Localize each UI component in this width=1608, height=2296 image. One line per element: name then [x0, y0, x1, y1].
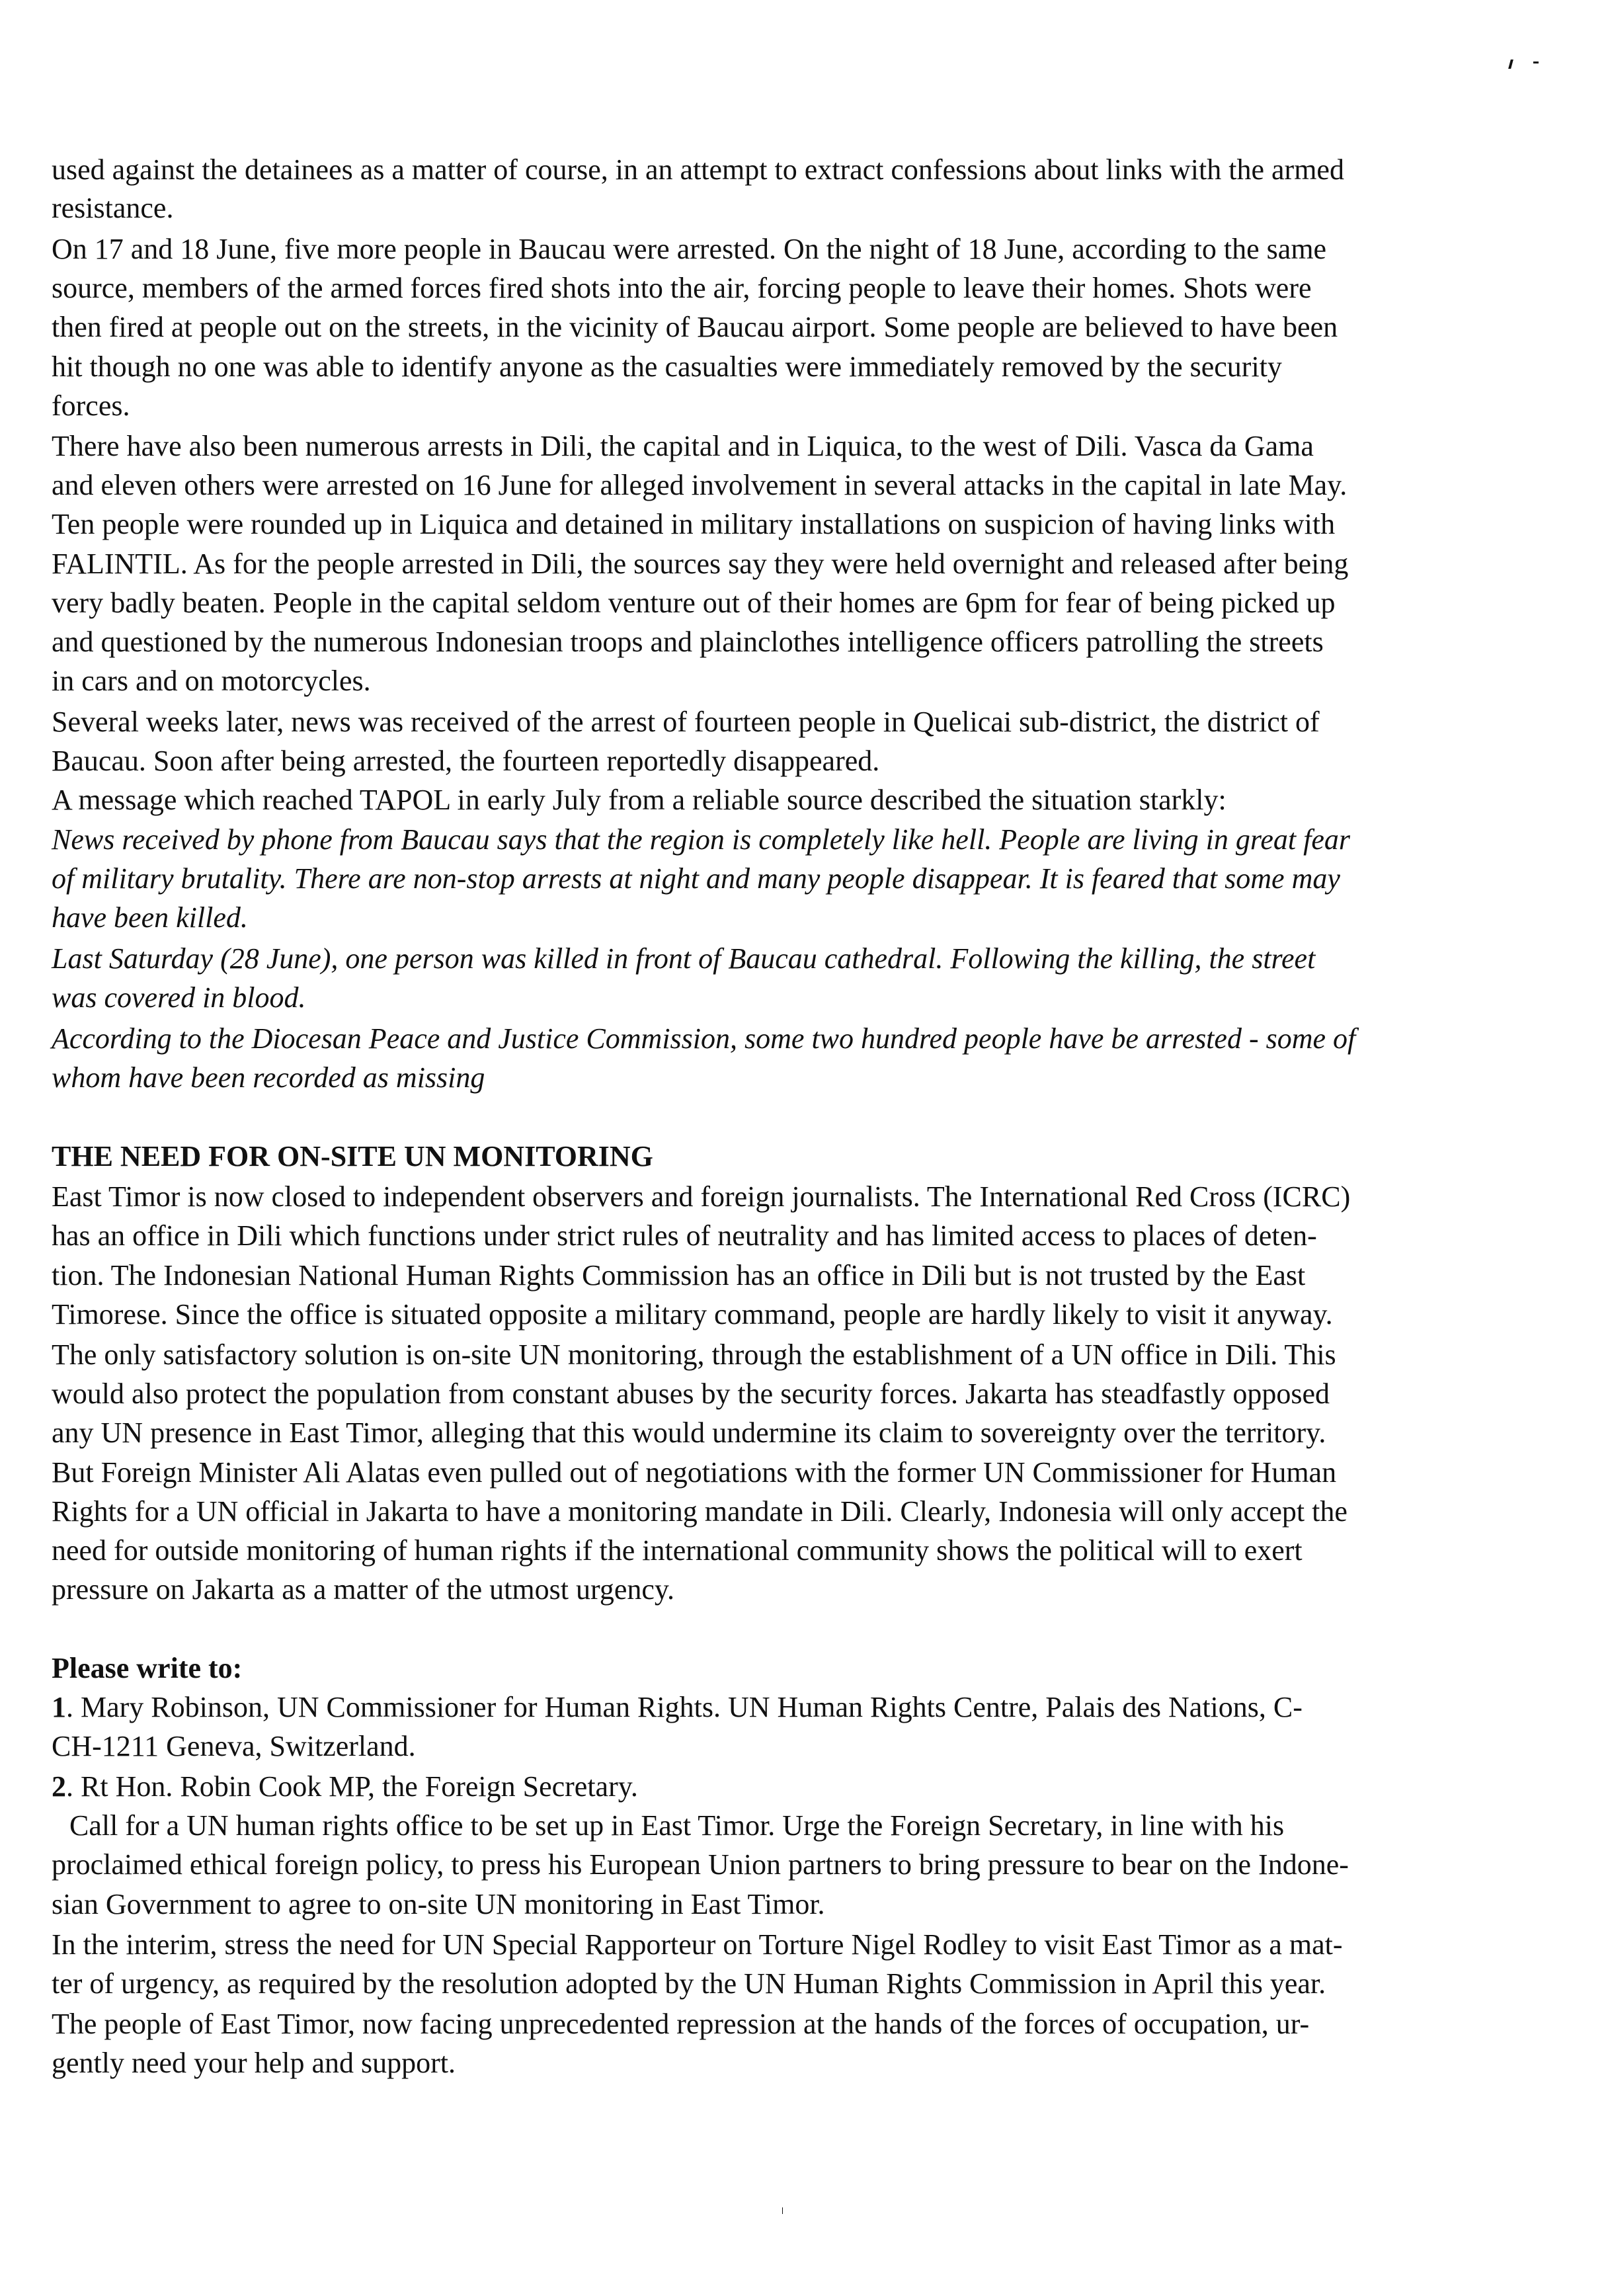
- body-line: then fired at people out on the streets, in the vicinity of Baucau airport. Some people are believed to have been: [52, 311, 1338, 343]
- body-line: East Timor is now closed to independent observers and foreign journalists. The International Red Cross (ICRC): [52, 1180, 1351, 1213]
- body-line: ter of urgency, as required by the resolution adopted by the UN Human Rights Commission in April this year.: [52, 1967, 1326, 2000]
- body-line: sian Government to agree to on-site UN monitoring in East Timor.: [52, 1888, 825, 1920]
- action-heading: Please write to:: [52, 1652, 243, 1684]
- body-line: tion. The Indonesian National Human Rights Commission has an office in Dili but is not trusted by the East: [52, 1259, 1306, 1292]
- body-line: Baucau. Soon after being arrested, the fourteen reportedly disappeared.: [52, 745, 880, 777]
- body-line: source, members of the armed forces fired shots into the air, forcing people to leave their homes. Shots were: [52, 272, 1312, 304]
- body-line: On 17 and 18 June, five more people in Baucau were arrested. On the night of 18 June, according to the same: [52, 233, 1327, 265]
- recipient-text: . Rt Hon. Robin Cook MP, the Foreign Secretary.: [66, 1770, 638, 1803]
- body-line: gently need your help and support.: [52, 2047, 456, 2079]
- body-line: and questioned by the numerous Indonesian troops and plainclothes intelligence officers patrolling the streets: [52, 626, 1324, 658]
- body-line: pressure on Jakarta as a matter of the utmost urgency.: [52, 1573, 675, 1606]
- recipient-text: . Mary Robinson, UN Commissioner for Human Rights. UN Human Rights Centre, Palais des Nations, C-: [66, 1691, 1303, 1723]
- recipient-number: 2: [52, 1770, 66, 1803]
- body-line: The people of East Timor, now facing unprecedented repression at the hands of the forces of occupation, ur-: [52, 2008, 1310, 2040]
- body-line: has an office in Dili which functions under strict rules of neutrality and has limited access to places of deten-: [52, 1219, 1317, 1252]
- body-line: and eleven others were arrested on 16 June for alleged involvement in several attacks in the capital in late May.: [52, 469, 1347, 501]
- body-line: FALINTIL. As for the people arrested in Dili, the sources say they were held overnight and released after being: [52, 548, 1349, 580]
- body-line: Call for a UN human rights office to be set up in East Timor. Urge the Foreign Secretary, in line with his: [69, 1809, 1285, 1842]
- body-line: resistance.: [52, 192, 174, 224]
- quote-line: was covered in blood.: [52, 981, 306, 1014]
- body-line: in cars and on motorcycles.: [52, 665, 371, 697]
- recipient-line: CH-1211 Geneva, Switzerland.: [52, 1730, 416, 1762]
- quote-line: Last Saturday (28 June), one person was killed in front of Baucau cathedral. Following the killing, the street: [52, 942, 1316, 975]
- body-line: need for outside monitoring of human rights if the international community shows the political will to exert: [52, 1534, 1303, 1567]
- quote-line: have been killed.: [52, 901, 248, 934]
- body-line: In the interim, stress the need for UN Special Rapporteur on Torture Nigel Rodley to visit East Timor as a mat-: [52, 1928, 1343, 1961]
- body-line: Timorese. Since the office is situated opposite a military command, people are hardly likely to visit it anyway.: [52, 1298, 1333, 1331]
- quote-line: According to the Diocesan Peace and Justice Commission, some two hundred people have be arrested - some of: [52, 1022, 1356, 1055]
- scan-speck: [1533, 62, 1539, 63]
- body-line: used against the detainees as a matter of course, in an attempt to extract confessions about links with the armed: [52, 153, 1344, 186]
- body-line: But Foreign Minister Ali Alatas even pulled out of negotiations with the former UN Commissioner for Human: [52, 1456, 1337, 1489]
- section-heading: THE NEED FOR ON-SITE UN MONITORING: [52, 1140, 653, 1172]
- body-line: hit though no one was able to identify anyone as the casualties were immediately removed by the security: [52, 350, 1282, 383]
- body-line: A message which reached TAPOL in early July from a reliable source described the situation starkly:: [52, 784, 1226, 816]
- body-line: very badly beaten. People in the capital seldom venture out of their homes are 6pm for fear of being picked up: [52, 587, 1336, 619]
- body-line: Several weeks later, news was received of the arrest of fourteen people in Quelicai sub-district, the district of: [52, 706, 1320, 738]
- body-line: There have also been numerous arrests in Dili, the capital and in Liquica, to the west of Dili. Vasca da Gama: [52, 430, 1314, 462]
- body-line: would also protect the population from constant abuses by the security forces. Jakarta has steadfastly opposed: [52, 1377, 1330, 1410]
- scan-speck: [782, 2207, 783, 2214]
- body-line: proclaimed ethical foreign policy, to press his European Union partners to bring pressure to bear on the Indone-: [52, 1848, 1349, 1881]
- quote-line: of military brutality. There are non-stop arrests at night and many people disappear. It is feared that some may: [52, 862, 1340, 895]
- scan-speck: [1508, 60, 1513, 69]
- body-line: Rights for a UN official in Jakarta to have a monitoring mandate in Dili. Clearly, Indonesia will only accept the: [52, 1495, 1347, 1528]
- recipient-item: [52, 1691, 1303, 1724]
- body-line: Ten people were rounded up in Liquica and detained in military installations on suspicion of having links with: [52, 508, 1336, 540]
- recipient-number: 1: [52, 1691, 66, 1723]
- body-line: any UN presence in East Timor, alleging that this would undermine its claim to sovereignty over the territory.: [52, 1416, 1326, 1449]
- quote-line: News received by phone from Baucau says that the region is completely like hell. People are living in great fear: [52, 823, 1351, 856]
- recipient-item: [52, 1770, 638, 1803]
- body-line: forces.: [52, 390, 130, 422]
- quote-line: whom have been recorded as missing: [52, 1061, 485, 1094]
- body-line: The only satisfactory solution is on-site UN monitoring, through the establishment of a UN office in Dili. This: [52, 1338, 1336, 1371]
